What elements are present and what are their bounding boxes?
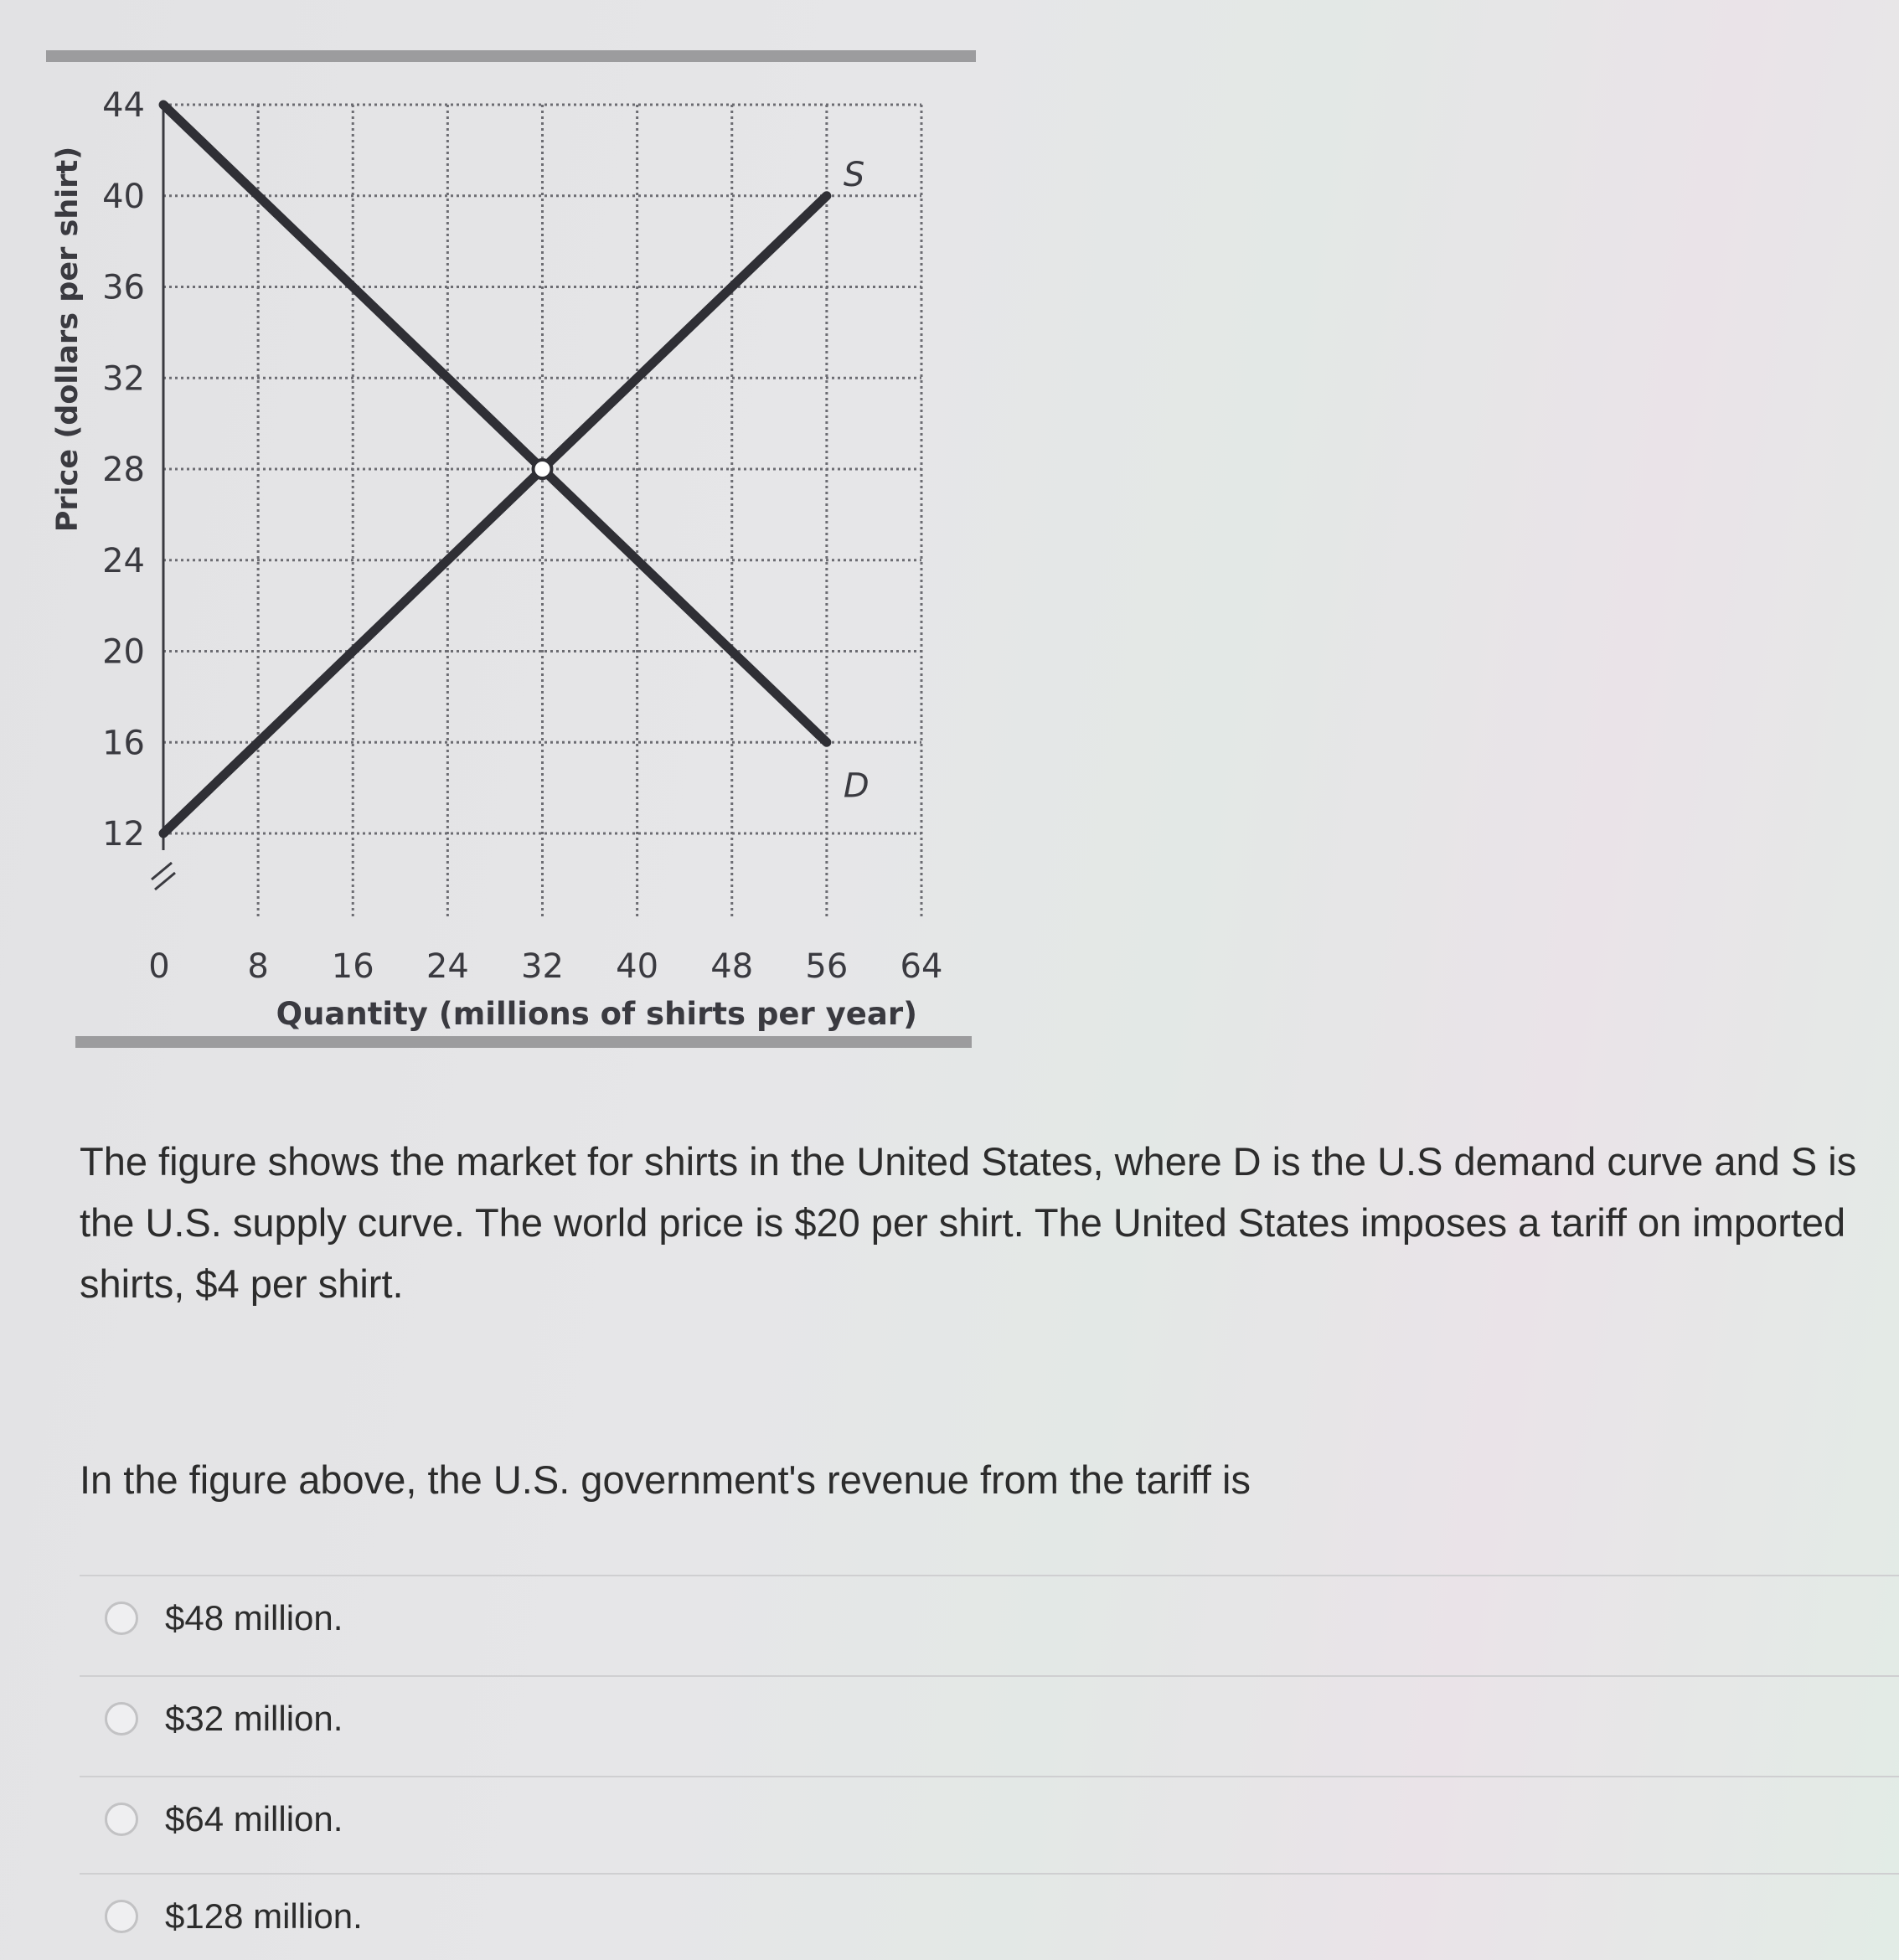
x-tick-label: 0 xyxy=(148,947,170,986)
y-tick-label: 32 xyxy=(102,359,145,399)
y-tick-label: 12 xyxy=(102,815,145,854)
equilibrium-point xyxy=(534,460,552,478)
option-label: $64 million. xyxy=(165,1799,343,1839)
option-label: $48 million. xyxy=(165,1598,343,1638)
x-tick-label: 24 xyxy=(426,947,469,986)
radio-button[interactable] xyxy=(105,1702,138,1736)
x-axis-title: Quantity (millions of shirts per year) xyxy=(276,996,917,1032)
radio-button[interactable] xyxy=(105,1900,138,1933)
x-tick-label: 40 xyxy=(616,947,659,986)
supply-demand-chart xyxy=(42,63,988,1034)
curve-s xyxy=(163,196,827,833)
y-tick-label: 36 xyxy=(102,268,145,307)
answer-option-1[interactable] xyxy=(80,1575,1899,1660)
curve-label-d: D xyxy=(843,766,870,806)
x-tick-label: 48 xyxy=(710,947,754,986)
answer-option-3[interactable] xyxy=(80,1776,1899,1861)
y-tick-label: 20 xyxy=(102,632,145,672)
radio-button[interactable] xyxy=(105,1803,138,1836)
question-context: The figure shows the market for shirts in the United States, where D is the U.S demand curve and S is the U.S. supply curve. The world price is $20 per shirt. The United States imposes a tariff on imported shirts, $4 per shirt. xyxy=(80,1139,1857,1306)
option-label: $128 million. xyxy=(165,1896,363,1936)
y-tick-label: 40 xyxy=(102,177,145,216)
x-tick-label: 56 xyxy=(805,947,849,986)
radio-button[interactable] xyxy=(105,1602,138,1635)
y-axis-title: Price (dollars per shirt) xyxy=(51,146,85,533)
figure-bottom-border xyxy=(75,1036,972,1048)
curve-d xyxy=(163,105,827,742)
x-tick-label: 32 xyxy=(521,947,564,986)
figure-top-border xyxy=(46,50,976,62)
option-label: $32 million. xyxy=(165,1699,343,1738)
answer-option-2[interactable] xyxy=(80,1675,1899,1761)
y-tick-label: 28 xyxy=(102,451,145,489)
y-tick-label: 44 xyxy=(102,86,145,125)
x-tick-label: 64 xyxy=(900,947,943,986)
x-tick-label: 8 xyxy=(247,947,269,986)
x-tick-label: 16 xyxy=(331,947,374,986)
curve-label-s: S xyxy=(843,155,865,194)
answer-option-4[interactable] xyxy=(80,1873,1899,1958)
question-prompt: In the figure above, the U.S. government's revenue from the tariff is xyxy=(80,1457,1251,1502)
y-tick-label: 24 xyxy=(102,541,145,580)
y-tick-label: 16 xyxy=(102,724,145,763)
